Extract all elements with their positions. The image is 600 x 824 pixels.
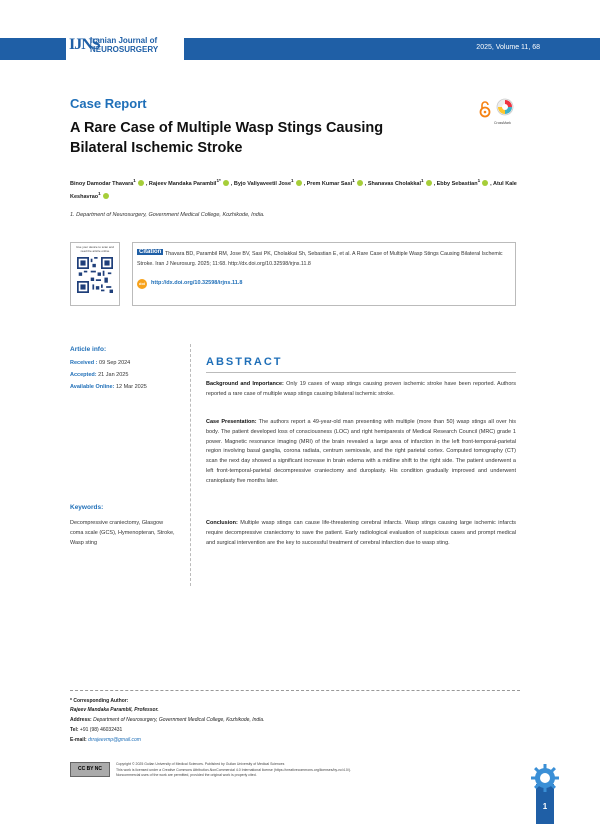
abstract-background xyxy=(206,380,516,400)
license-line: This work is licensed under a Creative Commons Attribution-NonCommercial 4.0 International license (https://creativecommons.org/licenses/by-nc/4.0/). xyxy=(116,767,351,772)
orcid-icon[interactable] xyxy=(357,180,363,186)
citation-label: Citation xyxy=(139,249,162,255)
copyright-line: Copyright © 2025 Guilan University of Medical Sciences. Published by Guilan University of Medical Sciences xyxy=(116,762,285,766)
logo-mark: IJNS xyxy=(69,36,100,53)
author-name[interactable]: Byjo Valiyaveetil Jose xyxy=(233,180,292,187)
conclusion-text: Multiple wasp stings can cause life-threatening cerebral infarcts. Wasp stings causing large ischemic infarcts require decompressive craniectomy to save the patient. Early radiological evaluation of suspicious cases and prompt medical and surgical intervention are the key to successful treatment of cerebral infarction due to wasp sting. xyxy=(206,520,517,546)
copyright-block xyxy=(116,762,526,779)
corresponding-address xyxy=(70,716,264,725)
conclusion-label: Conclusion: xyxy=(206,520,238,526)
author-name[interactable]: Rajeev Mandaka Parambil xyxy=(148,180,217,187)
online-date: 12 Mar 2025 xyxy=(115,384,147,390)
citation-box xyxy=(132,242,516,306)
orcid-icon[interactable] xyxy=(296,180,302,186)
orcid-icon[interactable] xyxy=(138,180,144,186)
cc-license-badge[interactable]: CC BY NC xyxy=(70,762,110,777)
tel-text: +91 (98) 46032431 xyxy=(79,727,123,733)
doi-link[interactable]: http://dx.doi.org/10.32598/irjns.11.8 xyxy=(151,280,243,286)
column-divider xyxy=(190,344,191,586)
page-number: 1 xyxy=(542,802,548,811)
author-mark: 1 xyxy=(133,178,136,183)
qr-label: Use your device to scan and read the article online xyxy=(76,245,114,253)
abstract-case xyxy=(206,418,516,487)
email-link[interactable]: drrajeevmp@gmail.com xyxy=(88,737,141,743)
accepted-date: 21 Jan 2025 xyxy=(98,372,129,378)
open-access-icon xyxy=(478,100,492,118)
orcid-icon[interactable] xyxy=(482,180,488,186)
address-text: Department of Neurosurgery, Government Medical College, Kozhikode, India. xyxy=(93,717,265,723)
journal-logo[interactable] xyxy=(66,32,184,60)
accepted-label: Accepted: xyxy=(70,372,97,378)
corresponding-name: Rajeev Mandaka Parambil, Professor. xyxy=(70,707,159,713)
background-label: Background and Importance: xyxy=(206,381,284,387)
abstract-rule xyxy=(206,372,516,373)
corresponding-rule xyxy=(70,690,520,691)
doi-icon: doi xyxy=(137,279,147,289)
keywords-text: Decompressive craniectomy, Glasgow coma scale (GCS), Hymenopteran, Stroke, Wasp sting xyxy=(70,520,175,546)
journal-name-line2: NEUROSURGERY xyxy=(90,45,159,54)
author-list: Binoy Damodar Thavara$^1$, Rajeev Mandaka Parambil$^{1*}$, Byjo Valiyaveetil Jose$^1$, Prem Kumar Sasi$^1$, Shanavas Cholakkal$^1$, Ebby Sebastian$^1$, Atul Kale Keshavrao$^1$ xyxy=(70,178,517,200)
issue-info: 2025, Volume 11, 68 xyxy=(476,44,540,51)
orcid-icon[interactable] xyxy=(223,180,229,186)
author-name[interactable]: Binoy Damodar Thavara xyxy=(70,180,134,187)
qr-code-icon[interactable] xyxy=(77,257,113,293)
accepted-row xyxy=(70,372,128,378)
citation-text: Thavara BD, Parambil RM, Jose BV, Sasi PK, Cholakkal Sh, Sebastian E, et al. A Rare Case of Multiple Wasp Stings Causing Bilateral Ischemic Stroke. Iran J Neurosurg. 2025; 11:68. http://dx.doi.org/10.32598/irjns.11.8 xyxy=(137,251,503,267)
author-mark: 1* xyxy=(216,178,221,183)
case-label: Case Presentation: xyxy=(206,419,257,425)
author-name[interactable]: Ebby Sebastian xyxy=(436,180,478,187)
corresponding-email xyxy=(70,736,141,745)
received-label: Received : xyxy=(70,360,98,366)
case-text: The authors report a 49-year-old man presenting with multiple (more than 50) wasp stings all over his body. The patient developed loss of consciousness (LOC) and right hemiparesis of Medical Research Council (MRC) grade 1 power. Magnetic resonance imaging (MRI) of the brain revealed a large area of infarction in the left front-temporal-parietal region involving basal ganglia, corona radiata, centrum semiovale, and the right parietal cortex. Computed tomography (CT) scan the next day showed a significant increase in brain edema with a midline shift to the right side. The patient underwent a left front-temporal-parietal decompressive craniectomy and duroplasty. His condition gradually improved and underwent cranioplasty five months later. xyxy=(206,419,516,484)
author-mark: 1 xyxy=(477,178,481,183)
usage-line: Noncommercial uses of the work are permitted, provided the original work is properly cited. xyxy=(116,773,257,777)
abstract-title: ABSTRACT xyxy=(206,356,283,368)
author-name[interactable]: Prem Kumar Sasi xyxy=(306,180,353,187)
abstract-conclusion xyxy=(206,519,516,548)
received-date: 09 Sep 2024 xyxy=(99,360,131,366)
gear-icon xyxy=(531,764,559,792)
author-mark: 1 xyxy=(291,178,294,183)
email-label: E-mail: xyxy=(70,737,87,743)
online-row xyxy=(70,384,147,390)
article-type: Case Report xyxy=(70,96,147,111)
journal-name-line1: Iranian Journal of xyxy=(90,36,158,45)
orcid-icon[interactable] xyxy=(103,193,109,199)
corresponding-heading: * Corresponding Author: xyxy=(70,698,129,704)
article-title: A Rare Case of Multiple Wasp Stings Causing Bilateral Ischemic Stroke xyxy=(70,120,384,156)
corresponding-tel xyxy=(70,726,122,735)
online-label: Available Online: xyxy=(70,384,115,390)
qr-box xyxy=(70,242,120,306)
author-mark: 1 xyxy=(98,190,101,196)
tel-label: Tel: xyxy=(70,727,79,733)
author-mark: 1 xyxy=(352,178,355,183)
crossmark-icon[interactable] xyxy=(496,98,514,120)
author-name[interactable]: Atul Kale Keshavrao xyxy=(70,180,517,200)
keywords-title: Keywords: xyxy=(70,504,104,511)
author-mark: 1 xyxy=(421,178,424,183)
crossmark-label: CrossMark xyxy=(494,121,511,125)
orcid-icon[interactable] xyxy=(426,180,432,186)
received-row xyxy=(70,360,130,366)
author-name[interactable]: Shanavas Cholakkal xyxy=(367,180,422,187)
background-text: Only 19 cases of wasp stings causing proven ischemic stroke have been reported. Authors reported a rare case of multiple wasp stings causing bilateral ischemic stroke. xyxy=(206,381,516,397)
affiliation: 1. Department of Neurosurgery, Government Medical College, Kozhikode, India. xyxy=(70,212,265,218)
article-info-title: Article info: xyxy=(70,346,107,353)
address-label: Address: xyxy=(70,717,92,723)
